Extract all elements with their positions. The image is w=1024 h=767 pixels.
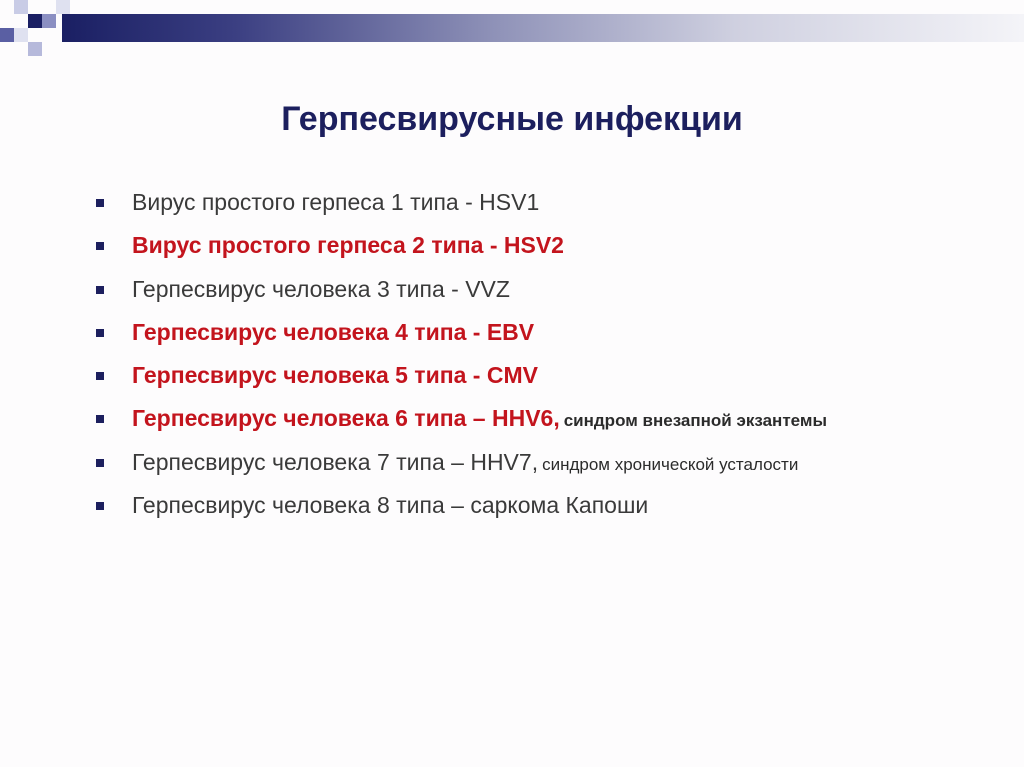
gradient-bar [62, 14, 1024, 42]
list-item-text: Герпесвирус человека 6 типа – HHV6, [132, 405, 560, 432]
decor-square [56, 0, 70, 14]
header-decoration [0, 0, 1024, 70]
slide-title: Герпесвирусные инфекции [281, 100, 743, 138]
decor-square [14, 0, 28, 14]
list-item [96, 445, 827, 488]
square-bullet-icon [96, 372, 104, 380]
square-bullet-icon [96, 286, 104, 294]
decor-square [28, 42, 42, 56]
list-item-text: Вирус простого герпеса 1 типа - HSV1 [132, 189, 540, 215]
square-bullet-icon [96, 242, 104, 250]
list-item-note: синдром хронической усталости [542, 454, 799, 474]
virus-list [96, 185, 827, 531]
list-item-text: Герпесвирус человека 5 типа - CMV [132, 362, 538, 389]
list-item-text: Герпесвирус человека 7 типа – HHV7, [132, 448, 539, 475]
list-item-text: Герпесвирус человека 8 типа – саркома Капоши [132, 492, 649, 519]
square-bullet-icon [96, 329, 104, 337]
list-item [96, 272, 827, 315]
list-item [96, 488, 827, 531]
list-item-text: Герпесвирус человека 4 типа - EBV [132, 318, 535, 345]
decor-square [14, 28, 28, 42]
list-item [96, 358, 827, 401]
square-bullet-icon [96, 415, 104, 423]
decor-square [42, 14, 56, 28]
decor-square [0, 28, 14, 42]
list-item [96, 228, 827, 271]
square-bullet-icon [96, 502, 104, 510]
square-bullet-icon [96, 199, 104, 207]
list-item-note: синдром внезапной экзантемы [563, 411, 827, 431]
list-item [96, 185, 827, 228]
list-item [96, 315, 827, 358]
list-item-text: Вирус простого герпеса 2 типа - HSV2 [132, 232, 564, 259]
list-item-text: Герпесвирус человека 3 типа - VVZ [132, 275, 510, 302]
list-item [96, 401, 827, 444]
decor-square [28, 14, 42, 28]
square-bullet-icon [96, 459, 104, 467]
